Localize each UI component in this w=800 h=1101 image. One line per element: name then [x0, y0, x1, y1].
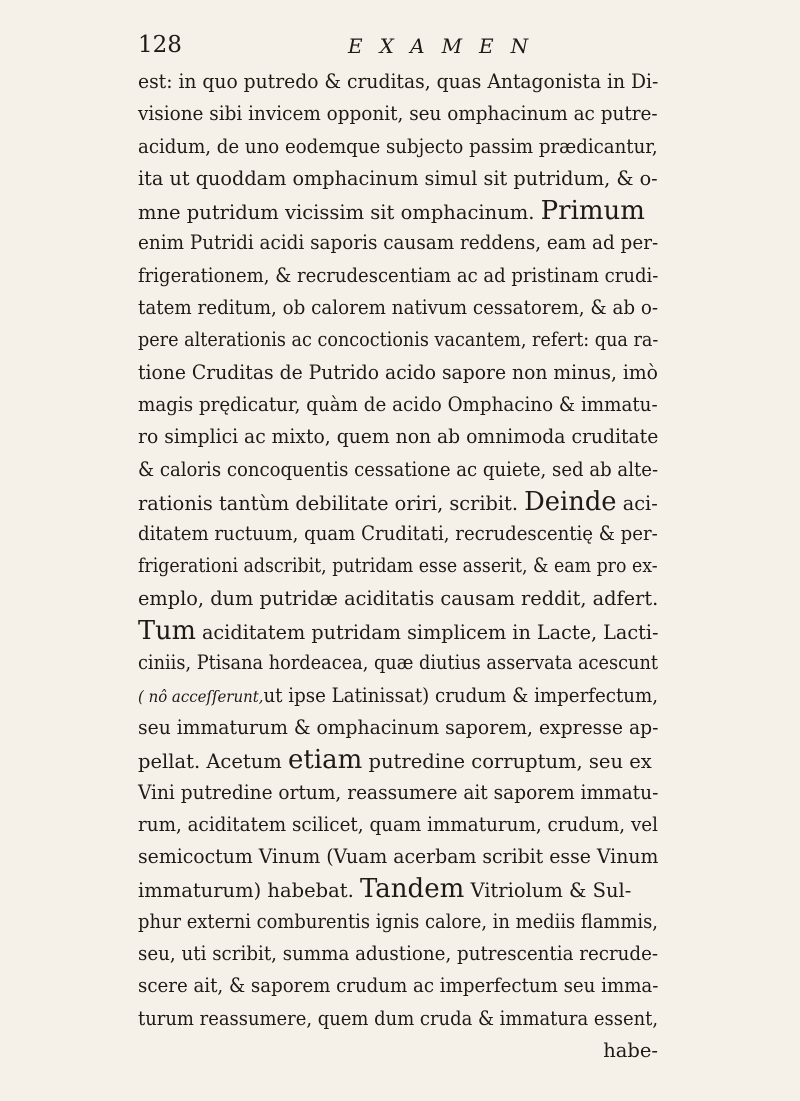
emphasis-word: Tandem — [359, 874, 465, 905]
emphasis-word: Deinde — [524, 486, 617, 517]
text-line: scere ait, & saporem crudum ac imperfectum seu imma- — [138, 974, 659, 998]
text-line: ciniis, Ptisana hordeacea, quæ diutius asservata acescunt — [138, 651, 659, 675]
text-line: ( nô acceſſerunt,ut ipse Latinissat) crudum & imperfectum, — [138, 683, 659, 707]
text-line: enim Putridi acidi saporis causam reddens, eam ad per- — [138, 231, 659, 255]
text-line: Vini putredine ortum, reassumere ait saporem immatu- — [138, 780, 659, 804]
emphasis-word: Primum — [540, 196, 645, 227]
page-number: 128 — [138, 32, 182, 58]
emphasis-word: Tum — [138, 616, 196, 647]
emphasis-word: etiam — [288, 745, 363, 776]
text-line: tione Cruditas de Putrido acido sapore non minus, imò — [138, 360, 658, 384]
text-line: tatem reditum, ob calorem nativum cessatorem, & ab o- — [138, 296, 659, 320]
text-line: seu immaturum & omphacinum saporem, expresse ap- — [138, 715, 659, 739]
text-line: visione sibi invicem opponit, seu omphacinum ac putre- — [138, 102, 658, 126]
italic-phrase: ( nô acceſſerunt, — [138, 686, 264, 706]
text-line: est: in quo putredo & cruditas, quas Antagonista in Di- — [138, 70, 659, 93]
text-line: & caloris concoquentis cessatione ac quiete, sed ab alte- — [138, 457, 659, 481]
text-line: ditatem ructuum, quam Cruditati, recrudescentię & per- — [138, 522, 658, 546]
text-line: turum reassumere, quem dum cruda & immatura essent, — [138, 1006, 659, 1030]
text-line: frigerationem, & recrudescentiam ac ad pristinam crudi- — [138, 263, 659, 287]
body-text — [138, 66, 658, 1067]
running-title: EXAMEN — [348, 34, 546, 58]
text-line: pellat. Acetum etiam putredine corruptum, seu ex — [138, 745, 652, 776]
text-line: semicoctum Vinum (Vuam acerbam scribit esse Vinum — [138, 845, 659, 869]
text-line: rum, aciditatem scilicet, quam immaturum, crudum, vel — [138, 812, 659, 836]
text-line: pere alterationis ac concoctionis vacantem, refert: qua ra- — [138, 328, 659, 352]
text-line: ita ut quoddam omphacinum simul sit putridum, & o- — [138, 166, 658, 190]
text-line: magis prędicatur, quàm de acido Omphacino & immatu- — [138, 392, 658, 416]
page-header — [138, 30, 678, 62]
text-line: frigerationi adscribit, putridam esse asserit, & eam pro ex- — [138, 554, 658, 578]
text-line: phur externi comburentis ignis calore, in mediis flammis, — [138, 909, 658, 933]
text-line: immaturum) habebat. Tandem Vitriolum & Sul- — [138, 874, 632, 905]
text-line: ro simplici ac mixto, quem non ab omnimoda cruditate — [138, 425, 659, 449]
text-line: emplo, dum putridæ aciditatis causam reddit, adfert. — [138, 586, 659, 610]
text-line: rationis tantùm debilitate oriri, scribit. Deinde aci- — [138, 486, 658, 517]
catchword: habe- — [603, 1038, 658, 1062]
text-line: seu, uti scribit, summa adustione, putrescentia recrude- — [138, 942, 659, 966]
text-line: acidum, de uno eodemque subjecto passim prædicantur, — [138, 134, 658, 158]
text-line: mne putridum vicissim sit omphacinum. Primum — [138, 196, 645, 227]
text-line: Tum aciditatem putridam simplicem in Lacte, Lacti- — [138, 616, 659, 647]
